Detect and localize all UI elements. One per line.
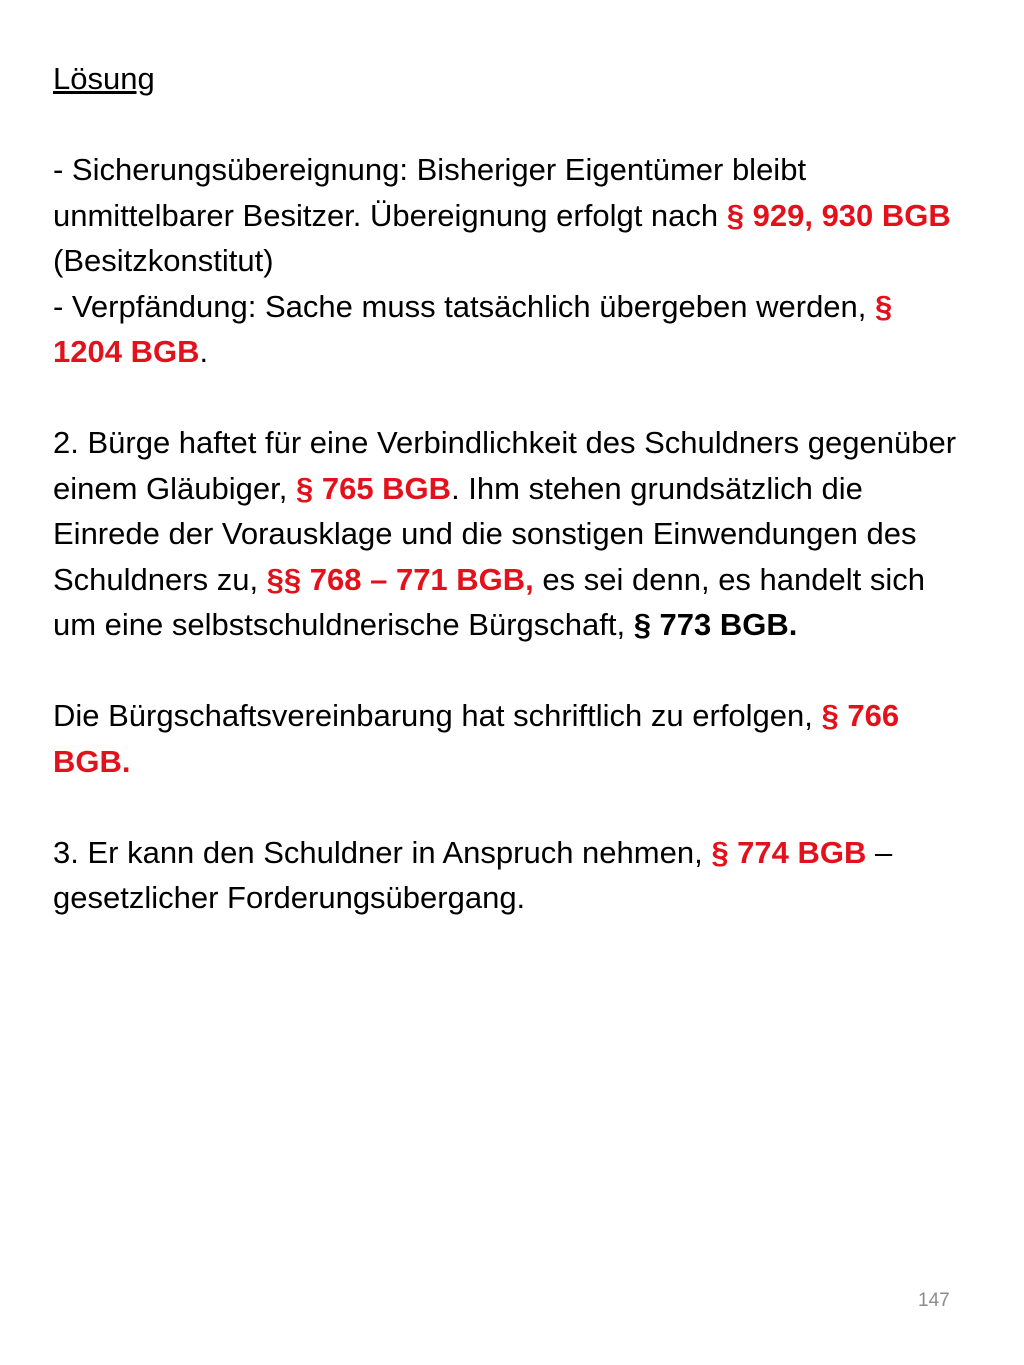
guarantor-text-3: es sei denn, es handelt sich um eine selbstschuldnerische Bürgschaft, bbox=[53, 561, 925, 642]
recourse-text: 3. Er kann den Schuldner in Anspruch nehmen, bbox=[53, 834, 712, 870]
law-reference-765: § 765 BGB bbox=[295, 470, 452, 506]
spacer bbox=[53, 375, 963, 421]
slide-content bbox=[53, 56, 963, 921]
law-reference-1204: § 1204 BGB bbox=[53, 288, 893, 369]
recourse-text-end: – gesetzlicher Forderungsübergang. bbox=[53, 834, 893, 915]
law-reference-929-930: § 929, 930 BGB bbox=[726, 197, 951, 233]
guarantor-paragraph bbox=[53, 420, 963, 648]
page-number: 147 bbox=[918, 1290, 950, 1311]
guarantor-text: 2. Bürge haftet für eine Verbindlichkeit des Schuldners gegenüber einem Gläubiger, bbox=[53, 425, 957, 506]
solution-heading: Lösung bbox=[53, 61, 155, 96]
recourse-paragraph bbox=[53, 830, 963, 921]
pledge-text-end: . bbox=[199, 334, 209, 369]
written-form-paragraph bbox=[53, 693, 963, 784]
guarantor-text-2: . Ihm stehen grundsätzlich die Einrede der Vorausklage und die sonstigen Einwendungen des Schuldners zu, bbox=[53, 470, 917, 597]
law-reference-774: § 774 BGB bbox=[711, 834, 867, 870]
spacer bbox=[53, 648, 963, 694]
pledge-paragraph bbox=[53, 284, 963, 375]
security-transfer-text: - Sicherungsübereignung: Bisheriger Eigentümer bleibt unmittelbarer Besitzer. Übereignung erfolgt nach bbox=[53, 152, 807, 233]
security-transfer-text-end: (Besitzkonstitut) bbox=[53, 243, 274, 278]
spacer bbox=[53, 784, 963, 830]
law-reference-766: § 766 BGB. bbox=[53, 698, 900, 779]
law-reference-773: § 773 BGB. bbox=[633, 607, 798, 642]
security-transfer-paragraph bbox=[53, 147, 963, 284]
law-reference-768-771: §§ 768 – 771 BGB, bbox=[266, 561, 534, 597]
pledge-text: - Verpfändung: Sache muss tatsächlich übergeben werden, bbox=[53, 288, 876, 324]
written-form-text: Die Bürgschaftsvereinbarung hat schriftlich zu erfolgen, bbox=[53, 698, 822, 733]
spacer bbox=[53, 102, 963, 148]
